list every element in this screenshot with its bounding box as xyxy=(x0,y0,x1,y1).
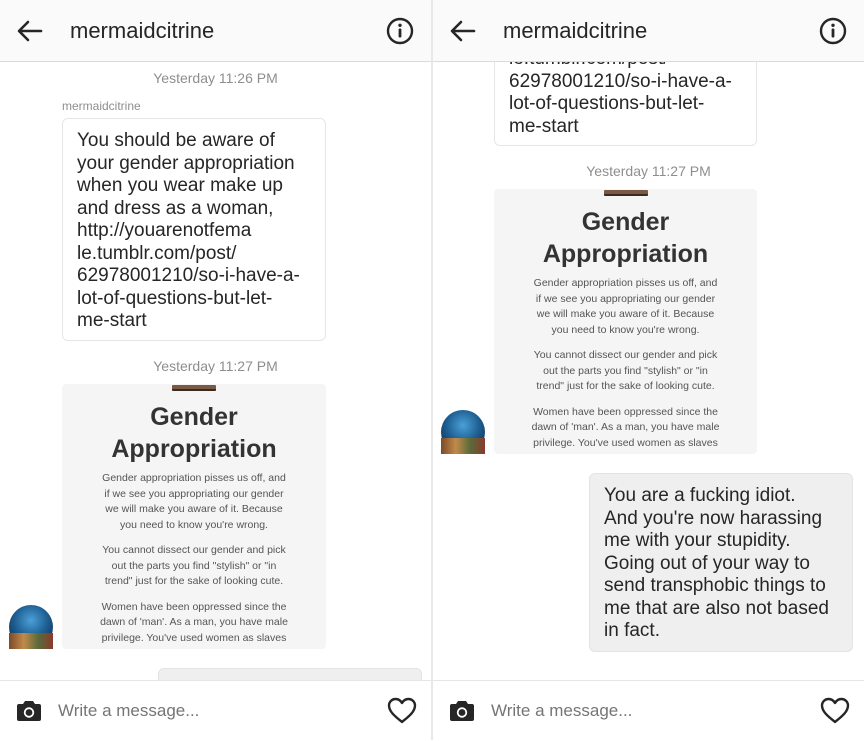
chat-title[interactable]: mermaidcitrine xyxy=(503,17,648,43)
info-button[interactable] xyxy=(802,0,864,62)
left-screenshot xyxy=(0,0,431,740)
shared-image-message[interactable] xyxy=(494,189,757,454)
like-button[interactable] xyxy=(373,681,431,741)
heart-icon xyxy=(387,697,417,724)
chat-header xyxy=(0,0,431,62)
image-paragraph: You cannot dissect our gender and pick out the parts you find "stylish" or "in trend" just for the sake of looking cute. xyxy=(102,544,286,587)
image-top-graphic xyxy=(172,385,216,391)
info-button[interactable] xyxy=(369,0,431,62)
back-arrow-icon xyxy=(17,20,43,42)
timestamp: Yesterday 11:27 PM xyxy=(153,358,278,374)
message-input[interactable] xyxy=(491,701,806,721)
right-screenshot xyxy=(433,0,864,740)
info-icon xyxy=(386,17,414,45)
camera-button[interactable] xyxy=(0,681,58,741)
shared-image-message[interactable] xyxy=(62,384,326,649)
message-input[interactable] xyxy=(58,701,373,721)
image-paragraph: Women have been oppressed since the dawn of 'man'. As a man, you have male privilege. You've used women as slaves xyxy=(100,600,288,644)
image-paragraph: You cannot dissect our gender and pick out the parts you find "stylish" or "in trend" just for the sake of looking cute. xyxy=(533,349,718,392)
image-heading-line1: Gender xyxy=(150,403,238,431)
timestamp: Yesterday 11:26 PM xyxy=(153,70,278,86)
incoming-message[interactable]: 62978001210/so-i-have-a- lot-of-questions-but-let- me-start xyxy=(494,48,757,146)
outgoing-message[interactable]: You are a fucking idiot. And you're now harassing me with your stupidity. Going out of your way to send transphobic things to me that are also not based in fact. xyxy=(589,473,853,652)
message-composer xyxy=(433,680,864,740)
image-paragraph: Gender appropriation pisses us off, and if we see you appropriating our gender we will make you aware of it. Because you need to know you're wrong. xyxy=(102,472,286,531)
avatar[interactable] xyxy=(9,605,53,649)
image-paragraph: Gender appropriation pisses us off, and if we see you appropriating our gender we will make you aware of it. Because you need to know you're wrong. xyxy=(533,277,718,336)
camera-icon xyxy=(448,699,476,723)
avatar[interactable] xyxy=(441,410,485,454)
timestamp: Yesterday 11:27 PM xyxy=(586,163,711,179)
chat-title[interactable]: mermaidcitrine xyxy=(70,17,215,43)
camera-icon xyxy=(15,699,43,723)
image-heading-line1: Gender xyxy=(581,208,670,236)
image-heading-line2: Appropriation xyxy=(542,240,709,268)
back-arrow-icon xyxy=(450,20,476,42)
back-button[interactable] xyxy=(433,0,493,62)
heart-icon xyxy=(820,697,850,724)
camera-button[interactable] xyxy=(433,681,491,741)
message-thread[interactable] xyxy=(433,62,864,680)
image-top-graphic xyxy=(604,190,648,196)
image-paragraph: Women have been oppressed since the dawn of 'man'. As a man, you have male privilege. You've used women as slaves xyxy=(531,405,720,449)
message-thread[interactable] xyxy=(0,62,431,680)
back-button[interactable] xyxy=(0,0,60,62)
info-icon xyxy=(819,17,847,45)
incoming-message[interactable]: You should be aware of your gender appropriation when you wear make up and dress as a woman, http://youarenotfema le.tumblr.com/post/ 62978001210/so-i-have-a- lot-of-questions-but-let- me-start xyxy=(62,118,326,341)
sender-name: mermaidcitrine xyxy=(62,99,141,113)
chat-header xyxy=(433,0,864,62)
image-heading-line2: Appropriation xyxy=(111,435,277,463)
like-button[interactable] xyxy=(806,681,864,741)
message-composer xyxy=(0,680,431,740)
